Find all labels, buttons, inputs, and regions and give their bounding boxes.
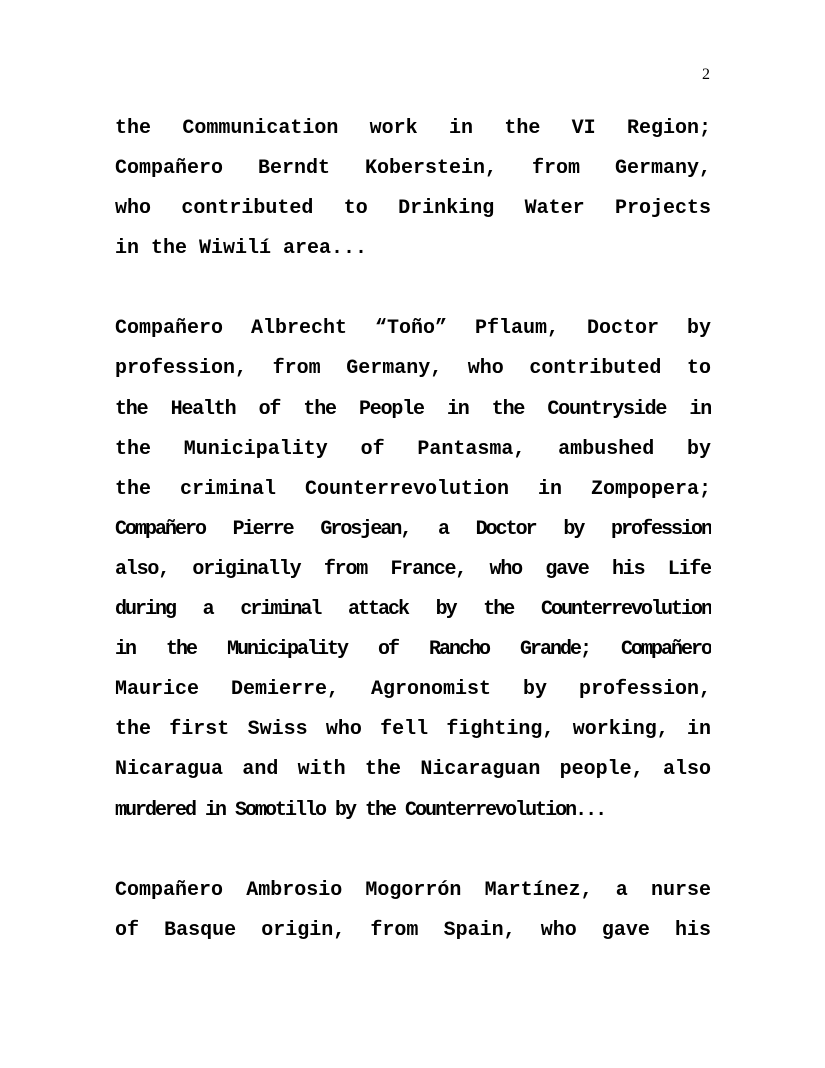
text-line: the criminal Counterrevolution in Zompopera;: [115, 477, 711, 501]
text-line: the first Swiss who fell fighting, working, in: [115, 718, 711, 742]
text-line: Compañero Ambrosio Mogorrón Martínez, a nurse: [115, 878, 711, 902]
text-line: Nicaragua and with the Nicaraguan people, also: [115, 758, 711, 782]
text-line: in the Wiwilí area...: [115, 237, 368, 261]
text-line: in the Municipality of Rancho Grande; Compañero: [115, 638, 711, 662]
document-body: [115, 109, 711, 991]
text-line: the Health of the People in the Countryside in: [115, 397, 711, 421]
text-line: murdered in Somotillo by the Counterrevolution...: [115, 798, 606, 822]
paragraph-1: [115, 109, 711, 269]
text-line: Compañero Pierre Grosjean, a Doctor by profession: [115, 517, 711, 541]
text-line: Compañero Albrecht “Toño” Pflaum, Doctor by: [115, 317, 711, 341]
text-line: profession, from Germany, who contributed to: [115, 357, 711, 381]
paragraph-3: [115, 871, 711, 951]
text-line: of Basque origin, from Spain, who gave his: [115, 918, 711, 942]
text-line: during a criminal attack by the Counterrevolution: [115, 598, 711, 622]
page-number: 2: [702, 66, 710, 83]
text-line: the Communication work in the VI Region;: [115, 117, 711, 140]
paragraph-2: [115, 309, 711, 830]
text-line: the Municipality of Pantasma, ambushed by: [115, 437, 711, 461]
text-line: also, originally from France, who gave his Life: [115, 557, 711, 581]
text-line: who contributed to Drinking Water Projects: [115, 197, 711, 221]
text-line: Maurice Demierre, Agronomist by profession,: [115, 678, 711, 702]
text-line: Compañero Berndt Koberstein, from Germany,: [115, 157, 711, 181]
